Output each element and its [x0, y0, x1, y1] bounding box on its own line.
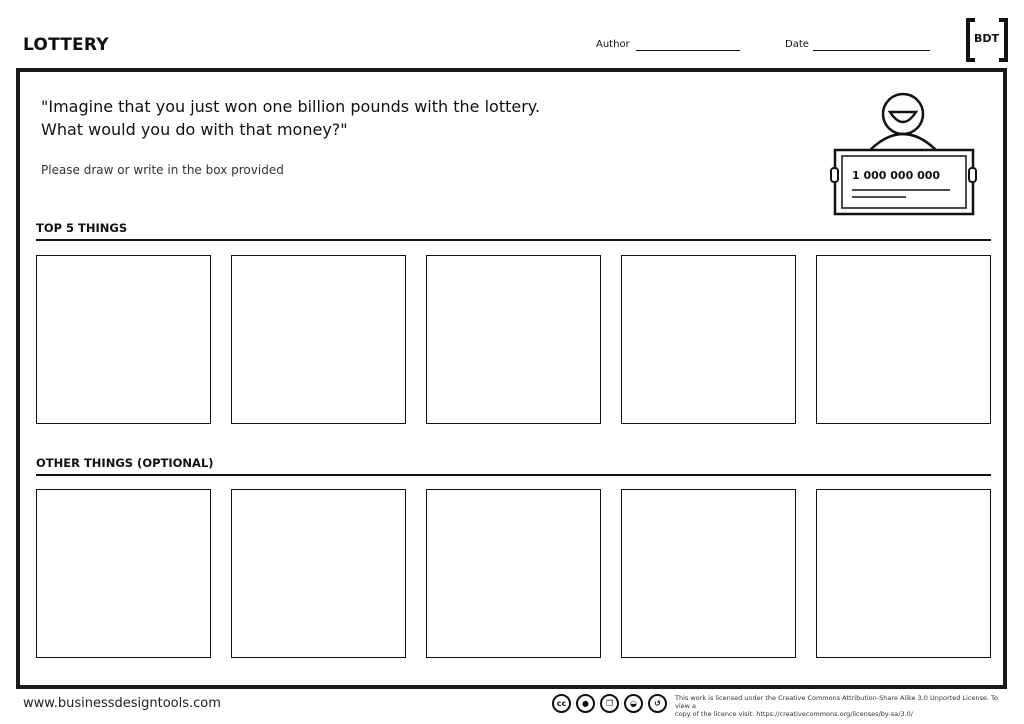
- date-label: Date: [785, 39, 809, 50]
- noncommercial-icon: ◒: [624, 694, 643, 713]
- license-line-1: This work is licensed under the Creative Commons Attribution-Share Alike 3.0 Unported License. To view a: [675, 694, 998, 710]
- attribution-icon: ●: [576, 694, 595, 713]
- cc-license-icons: [552, 694, 667, 713]
- drawing-box[interactable]: [36, 489, 211, 658]
- author-field[interactable]: [636, 50, 740, 51]
- question: [41, 95, 540, 141]
- drawing-box[interactable]: [231, 489, 406, 658]
- drawing-box[interactable]: [426, 489, 601, 658]
- license-text: [675, 694, 1005, 718]
- logo-text: BDT: [974, 32, 1000, 45]
- cc-icon: cc: [552, 694, 571, 713]
- page-title: LOTTERY: [23, 35, 109, 55]
- license-line-2: copy of the licence visit: https://creativecommons.org/licenses/by-sa/3.0/: [675, 710, 914, 718]
- instruction-text: Please draw or write in the box provided: [41, 163, 284, 177]
- drawing-box[interactable]: [621, 489, 796, 658]
- drawing-box[interactable]: [816, 255, 991, 424]
- drawing-box[interactable]: [816, 489, 991, 658]
- section-title-top5: TOP 5 THINGS: [36, 221, 128, 235]
- question-line-1: "Imagine that you just won one billion pounds with the lottery.: [41, 97, 541, 116]
- date-field[interactable]: [813, 50, 930, 51]
- section-divider: [36, 474, 991, 476]
- cheque-amount: 1 000 000 000: [852, 169, 941, 182]
- bdt-logo: [965, 18, 1009, 62]
- drawing-box[interactable]: [231, 255, 406, 424]
- drawing-box[interactable]: [621, 255, 796, 424]
- website-link[interactable]: www.businessdesigntools.com: [23, 696, 221, 711]
- copy-icon: ❐: [600, 694, 619, 713]
- drawing-box[interactable]: [426, 255, 601, 424]
- share-alike-icon: ↺: [648, 694, 667, 713]
- question-line-2: What would you do with that money?": [41, 120, 348, 139]
- winner-illustration: [828, 88, 978, 218]
- section-divider: [36, 239, 991, 241]
- author-label: Author: [596, 39, 630, 50]
- drawing-box[interactable]: [36, 255, 211, 424]
- section-title-other: OTHER THINGS (OPTIONAL): [36, 456, 214, 470]
